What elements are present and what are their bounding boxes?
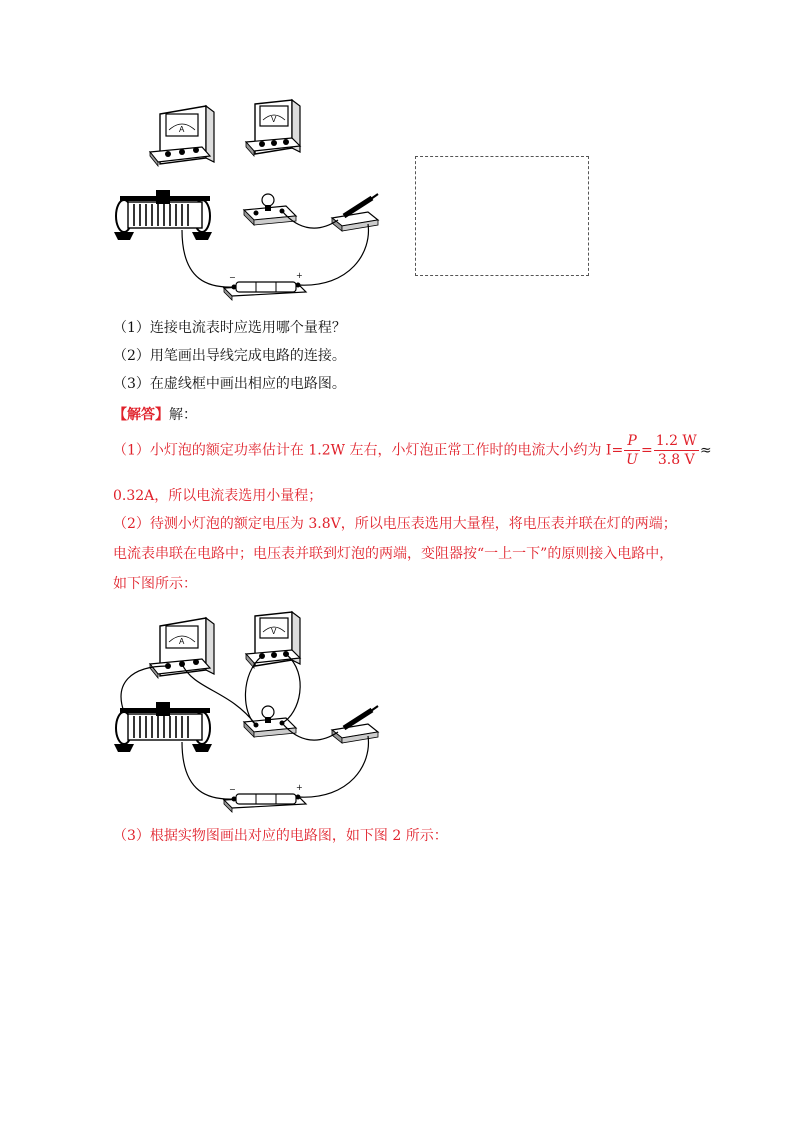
answer-part-1-text: （1）小灯泡的额定功率估计在 1.2W 左右，小灯泡正常工作时的电流大小约为 I=: [113, 442, 624, 459]
battery-icon: [224, 783, 306, 812]
question-3: （3）在虚线框中画出相应的电路图。: [113, 376, 346, 392]
ammeter-icon: [150, 618, 214, 678]
bulb-icon: [244, 194, 296, 225]
question-2: （2）用笔画出导线完成电路的连接。: [113, 348, 346, 364]
answer-part-2: （2）待测小灯泡的额定电压为 3.8V，所以电压表选用大量程，将电压表并联在灯的两端；: [113, 516, 677, 532]
equals-sign: =: [640, 442, 653, 459]
voltmeter-icon: [246, 100, 300, 156]
answer-header: [113, 405, 197, 425]
rheostat-icon: [114, 702, 212, 752]
apparatus-figure-1: [110, 92, 400, 304]
apparatus-figure-2: [110, 604, 400, 816]
answer-part-1: [113, 432, 712, 469]
fraction-denominator: 3.8 V: [657, 452, 695, 468]
question-1: （1）连接电流表时应选用哪个量程？: [113, 320, 346, 336]
switch-icon: [332, 706, 378, 743]
switch-icon: [332, 194, 378, 231]
voltmeter-label: V: [271, 627, 277, 636]
fraction-p-over-u: [624, 432, 640, 469]
battery-minus: −: [229, 785, 236, 794]
answer-part-2-c: 如下图所示：: [113, 576, 197, 592]
answer-part-3: （3）根据实物图画出对应的电路图，如下图 2 所示：: [113, 828, 448, 844]
answer-header-suffix: 解：: [169, 407, 197, 423]
battery-icon: [224, 271, 306, 300]
approx-sign: ≈: [699, 442, 712, 459]
battery-minus: −: [229, 273, 236, 282]
circuit-diagram-box: [415, 156, 589, 276]
fraction-values: [654, 432, 699, 469]
answer-header-label: 【解答】: [113, 407, 169, 423]
battery-plus: +: [296, 783, 303, 792]
bulb-icon: [244, 706, 296, 737]
answer-part-1-continued: 0.32A，所以电流表选用小量程；: [113, 488, 323, 504]
fraction-numerator: P: [624, 432, 640, 451]
ammeter-icon: [150, 106, 214, 166]
fraction-numerator: 1.2 W: [655, 433, 697, 449]
ammeter-label: A: [179, 637, 185, 646]
voltmeter-label: V: [271, 115, 277, 124]
answer-part-2-b: 电流表串联在电路中；电压表并联到灯泡的两端，变阻器按“一上一下”的原则接入电路中，: [113, 546, 674, 562]
fraction-denominator: U: [626, 452, 638, 468]
rheostat-icon: [114, 190, 212, 240]
battery-plus: +: [296, 271, 303, 280]
ammeter-label: A: [179, 125, 185, 134]
